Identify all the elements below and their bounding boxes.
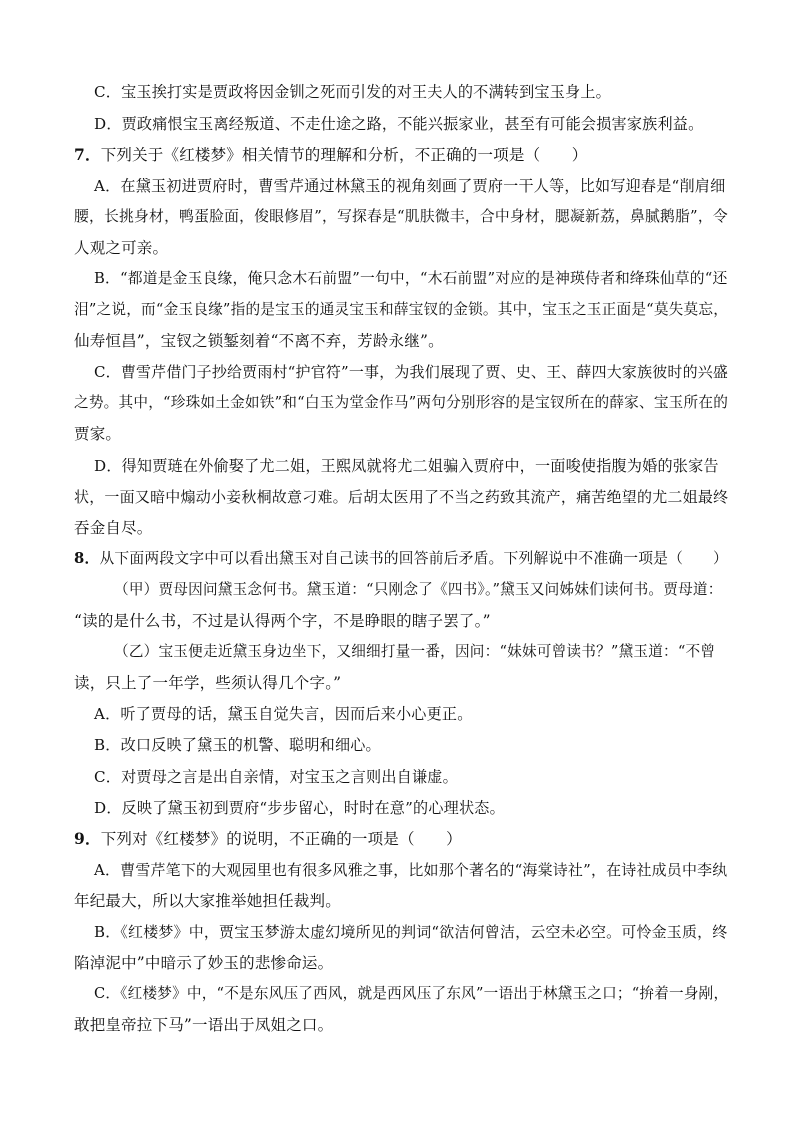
- q9-option-c-line1: C．《红楼梦》中，“不是东风压了西风，就是西风压了东风”一语出于林黛玉之口；“拚着一身剐，: [94, 985, 729, 1002]
- q9-number: 9．: [74, 829, 101, 848]
- q8-number: 8．: [74, 550, 100, 567]
- q7-option-d-line3: 吞金自尽。: [74, 519, 153, 537]
- q7-option-c-line1: C．曹雪芹借门子抄给贾雨村“护官符”一事，为我们展现了贾、史、王、薛四大家族彼时的兴盛: [94, 363, 729, 381]
- q7-option-c-line3: 贾家。: [74, 425, 122, 443]
- q8-option-b: B．改口反映了黛玉的机警、聪明和细心。: [94, 736, 381, 754]
- q8-option-c: C．对贾母之言是出自亲情，对宝玉之言则出自谦虚。: [94, 768, 458, 786]
- q7-option-c-line2: 之势。其中，“珍珠如土金如铁”和“白玉为堂金作马”两句分别形容的是宝钗所在的薛家、宝玉所在的: [74, 394, 729, 411]
- q8-passage-jia-line1: （甲）贾母因问黛玉念何书。黛玉道：“只刚念了《四书》。”黛玉又问姊妹们读何书。贾母道：: [114, 581, 723, 598]
- q8-stem: [74, 549, 729, 569]
- q8-passage-yi-line1: （乙）宝玉便走近黛玉身边坐下，又细细打量一番，因问：“妹妹可曾读书？”黛玉道：“不曾: [114, 643, 716, 660]
- q7-option-d-line1: D．得知贾琏在外偷娶了尤二姐，王熙凤就将尤二姐骗入贾府中，一面唆使指腹为婚的张家告: [94, 457, 719, 475]
- q9-option-b-line2: 陷淖泥中”中暗示了妙玉的悲惨命运。: [74, 954, 334, 972]
- q7-option-b-line2: 泪”之说，而“金玉良缘”指的是宝玉的通灵宝玉和薛宝钗的金锁。其中，宝玉之玉正面是“莫失莫忘，: [74, 301, 729, 318]
- q9-option-b-line1: B．《红楼梦》中，贾宝玉梦游太虚幻境所见的判词“欲洁何曾洁，云空未必空。可怜金玉质，终: [94, 923, 728, 941]
- q7-option-d-line2: 状，一面又暗中煽动小妾秋桐故意刁难。后胡太医用了不当之药致其流产，痛苦绝望的尤二姐最终: [74, 488, 729, 506]
- q7-option-b-line3: 仙寿恒昌”，宝钗之锁錾刻着“不离不弃，芳龄永继”。: [74, 332, 444, 350]
- q9-stem-text: 下列对《红楼梦》的说明，不正确的一项是（ ）: [100, 830, 462, 848]
- q7-stem-text: 下列关于《红楼梦》相关情节的理解和分析，不正确的一项是（ ）: [100, 146, 588, 164]
- q6-option-c: C．宝玉挨打实是贾政将因金钏之死而引发的对王夫人的不满转到宝玉身上。: [94, 83, 611, 101]
- q6-option-d: D．贾政痛恨宝玉离经叛道、不走仕途之路，不能兴振家业，甚至有可能会损害家族利益。: [94, 115, 704, 133]
- q8-passage-jia-line2: “读的是什么书，不过是认得两个字，不是睁眼的瞎子罢了。”: [74, 612, 491, 630]
- q9-stem: [74, 829, 724, 849]
- q9-option-a-line1: A．曹雪芹笔下的大观园里也有很多风雅之事，比如那个著名的“海棠诗社”，在诗社成员中李纨: [94, 861, 728, 879]
- q8-stem-text: 从下面两段文字中可以看出黛玉对自己读书的回答前后矛盾。下列解说中不准确一项是（ ）: [99, 550, 729, 567]
- q8-passage-yi-line2: 读，只上了一年学，些须认得几个字。”: [74, 674, 342, 692]
- q8-option-a: A．听了贾母的话，黛玉自觉失言，因而后来小心更正。: [94, 705, 473, 723]
- q7-stem: [74, 145, 724, 165]
- q8-option-d: D．反映了黛玉初到贾府“步步留心，时时在意”的心理状态。: [94, 799, 505, 817]
- q9-option-a-line2: 年纪最大，所以大家推举她担任裁判。: [74, 892, 341, 910]
- q7-number: 7．: [74, 145, 101, 164]
- q9-option-c-line2: 敢把皇帝拉下马”一语出于凤姐之口。: [74, 1016, 334, 1034]
- q7-option-a-line3: 人观之可亲。: [74, 239, 169, 257]
- q7-option-a-line2: 腰，长挑身材，鸭蛋脸面，俊眼修眉”，写探春是“肌肤微丰，合中身材，腮凝新荔，鼻腻鹅脂”，令: [74, 208, 728, 225]
- q7-option-b-line1: B．“都道是金玉良缘，俺只念木石前盟”一句中，“木石前盟”对应的是神瑛侍者和绛珠仙草的“还: [94, 270, 728, 287]
- q7-option-a-line1: A．在黛玉初进贾府时，曹雪芹通过林黛玉的视角刻画了贾府一干人等，比如写迎春是“削肩细: [94, 177, 726, 195]
